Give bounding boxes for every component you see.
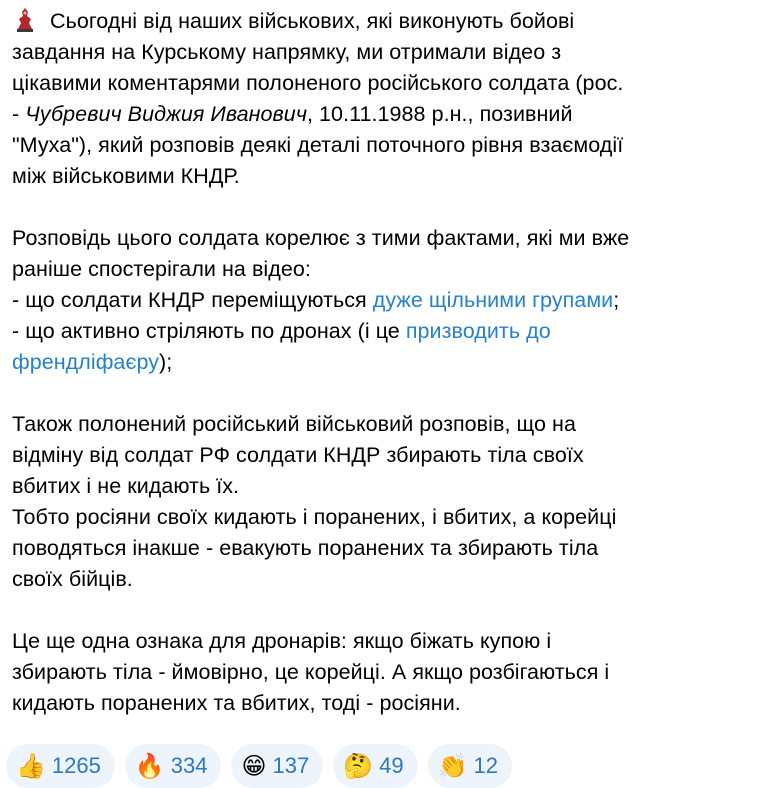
post-line: завдання на Курському напрямку, ми отримали відео з bbox=[12, 40, 562, 64]
thumbs-up-icon: 👍 bbox=[16, 752, 46, 780]
message-post bbox=[12, 6, 747, 719]
reaction-fire[interactable] bbox=[125, 744, 222, 788]
paragraph-2 bbox=[12, 223, 747, 378]
post-line: Сьогодні від наших військових, які виконують бойові bbox=[12, 6, 747, 37]
reaction-count: 12 bbox=[473, 753, 498, 778]
post-line: цікавими коментарями полоненого російського солдата (рос. bbox=[12, 71, 624, 95]
post-line: своїх бійців. bbox=[12, 567, 133, 591]
link-friendly-fire-cont[interactable]: френдліфаєру bbox=[12, 350, 160, 374]
post-line: Також полонений російський військовий розповів, що на bbox=[12, 412, 576, 436]
paragraph-1 bbox=[12, 6, 747, 192]
clapping-hands-icon: 👏 bbox=[437, 752, 468, 780]
red-emblem-icon bbox=[12, 7, 38, 33]
paragraph-4 bbox=[12, 626, 747, 719]
reaction-count: 49 bbox=[379, 753, 404, 778]
reaction-thinking[interactable] bbox=[333, 744, 417, 788]
post-line: - що активно стріляють по дронах (і це призводить до bbox=[12, 319, 551, 343]
reaction-count: 334 bbox=[170, 753, 208, 778]
post-line: - Чубревич Виджия Иванович, 10.11.1988 р.н., позивний bbox=[12, 102, 573, 126]
reaction-grinning[interactable] bbox=[231, 744, 323, 788]
paragraph-3 bbox=[12, 409, 747, 595]
soldier-name: Чубревич Виджия Иванович bbox=[25, 102, 307, 126]
fire-icon: 🔥 bbox=[134, 752, 165, 780]
link-dense-groups[interactable]: дуже щільними групами bbox=[372, 288, 614, 312]
post-line: збирають тіла - ймовірно, це корейці. А якщо розбігаються і bbox=[12, 660, 610, 684]
post-line: Тобто росіяни своїх кидають і поранених, і вбитих, а корейці bbox=[12, 505, 617, 529]
post-line: відміну від солдат РФ солдати КНДР збирають тіла своїх bbox=[12, 443, 584, 467]
link-friendly-fire[interactable]: призводить до bbox=[405, 319, 551, 343]
reactions-bar bbox=[6, 744, 512, 788]
reaction-thumbs-up[interactable] bbox=[6, 744, 115, 788]
post-line: вбитих і не кидають їх. bbox=[12, 474, 240, 498]
post-line: френдліфаєру); bbox=[12, 350, 173, 374]
post-line: кидають поранених та вбитих, тоді - росіяни. bbox=[12, 691, 461, 715]
thinking-face-icon: 🤔 bbox=[343, 752, 374, 780]
post-line: раніше спостерігали на відео: bbox=[12, 257, 311, 281]
reaction-clapping[interactable] bbox=[428, 744, 512, 788]
post-line: поводяться інакше - евакують поранених та збирають тіла bbox=[12, 536, 599, 560]
post-line: Розповідь цього солдата корелює з тими фактами, які ми вже bbox=[12, 226, 630, 250]
reaction-count: 1265 bbox=[51, 753, 101, 778]
post-line: Це ще одна ознака для дронарів: якщо біжать купою і bbox=[12, 629, 552, 653]
grinning-face-icon: 😁 bbox=[241, 752, 267, 780]
post-line: "Муха"), який розповів деякі деталі поточного рівня взаємодії bbox=[12, 133, 624, 157]
post-line: - що солдати КНДР переміщуються дуже щільними групами; bbox=[12, 288, 620, 312]
reaction-count: 137 bbox=[272, 753, 310, 778]
post-line: між військовими КНДР. bbox=[12, 164, 240, 188]
